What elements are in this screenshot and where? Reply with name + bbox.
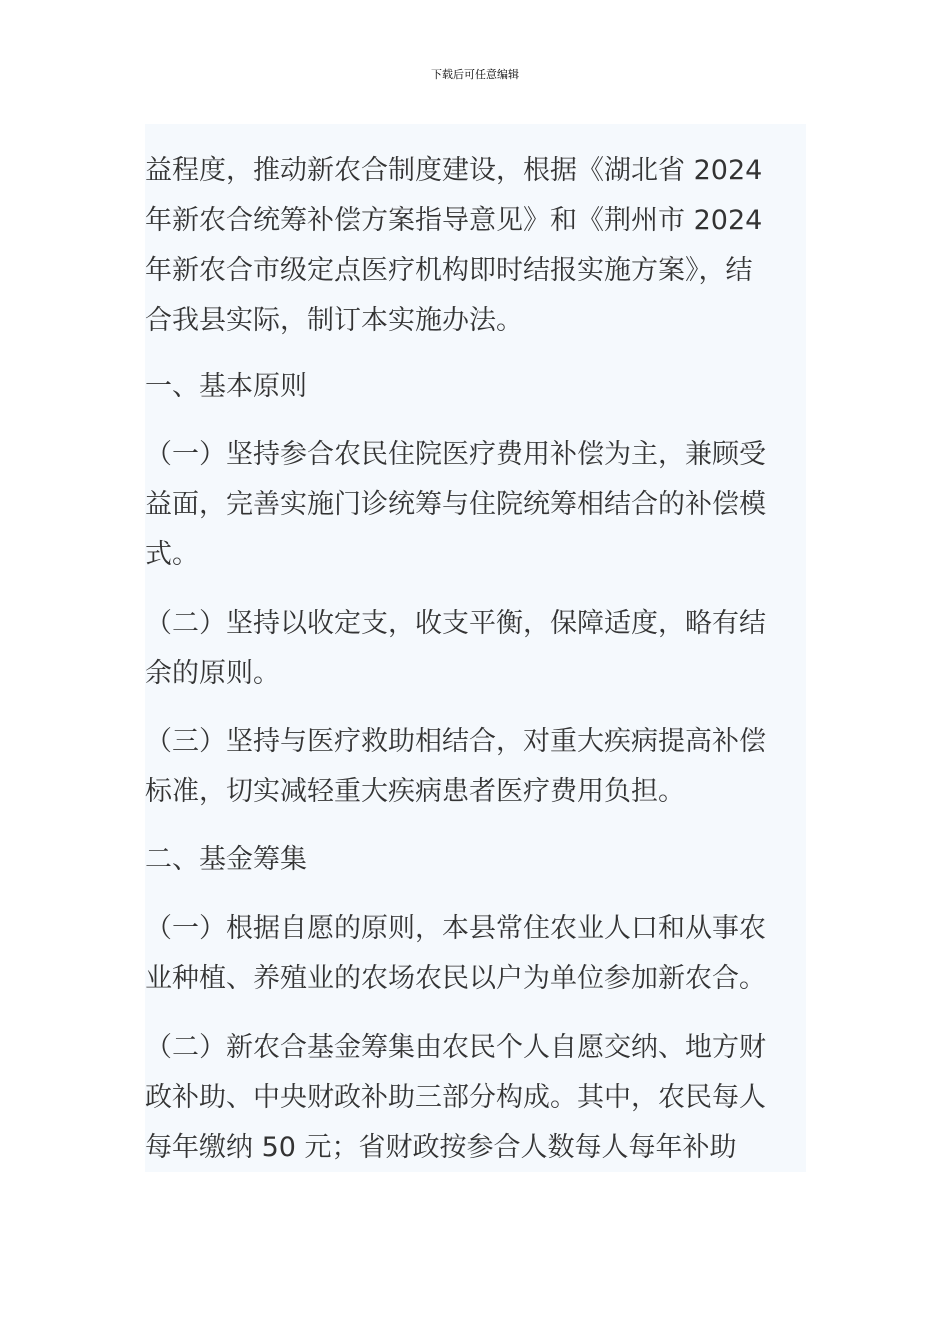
text-line: 每年缴纳 50 元；省财政按参合人数每人每年补助 [145,1132,737,1163]
page-header-note: 下载后可任意编辑 [431,68,519,81]
paragraph-principle-1 [145,430,766,580]
text-line: 余的原则。 [145,658,280,689]
text-line: 年新农合市级定点医疗机构即时结报实施方案》，结 [145,255,753,286]
text-line: 式。 [145,539,199,570]
text-line: 益面，完善实施门诊统筹与住院统筹相结合的补偿模 [145,489,766,520]
text-line: （二）坚持以收定支，收支平衡，保障适度，略有结 [145,608,766,639]
paragraph-fund-1 [145,904,766,1004]
document-body [145,124,806,1172]
section-heading-fund-raising [145,835,307,885]
text-line: （二）新农合基金筹集由农民个人自愿交纳、地方财 [145,1032,766,1063]
text-line: 合我县实际，制订本实施办法。 [145,305,523,336]
text-line: 年新农合统筹补偿方案指导意见》和《荆州市 2024 [145,205,763,236]
text-line: 标准，切实减轻重大疾病患者医疗费用负担。 [145,776,685,807]
text-line: 益程度，推动新农合制度建设，根据《湖北省 2024 [145,155,763,186]
text-line: 业种植、养殖业的农场农民以户为单位参加新农合。 [145,963,766,994]
section-heading-basic-principles [145,362,307,412]
text-line: （一）坚持参合农民住院医疗费用补偿为主，兼顾受 [145,439,766,470]
text-line: （一）根据自愿的原则，本县常住农业人口和从事农 [145,913,766,944]
text-line: （三）坚持与医疗救助相结合，对重大疾病提高补偿 [145,726,766,757]
paragraph-intro [145,146,762,346]
paragraph-principle-3 [145,717,766,817]
text-line: 一、基本原则 [145,371,307,402]
paragraph-principle-2 [145,599,766,699]
text-line: 二、基金筹集 [145,844,307,875]
paragraph-fund-2 [145,1023,766,1172]
text-line: 政补助、中央财政补助三部分构成。其中，农民每人 [145,1082,766,1113]
